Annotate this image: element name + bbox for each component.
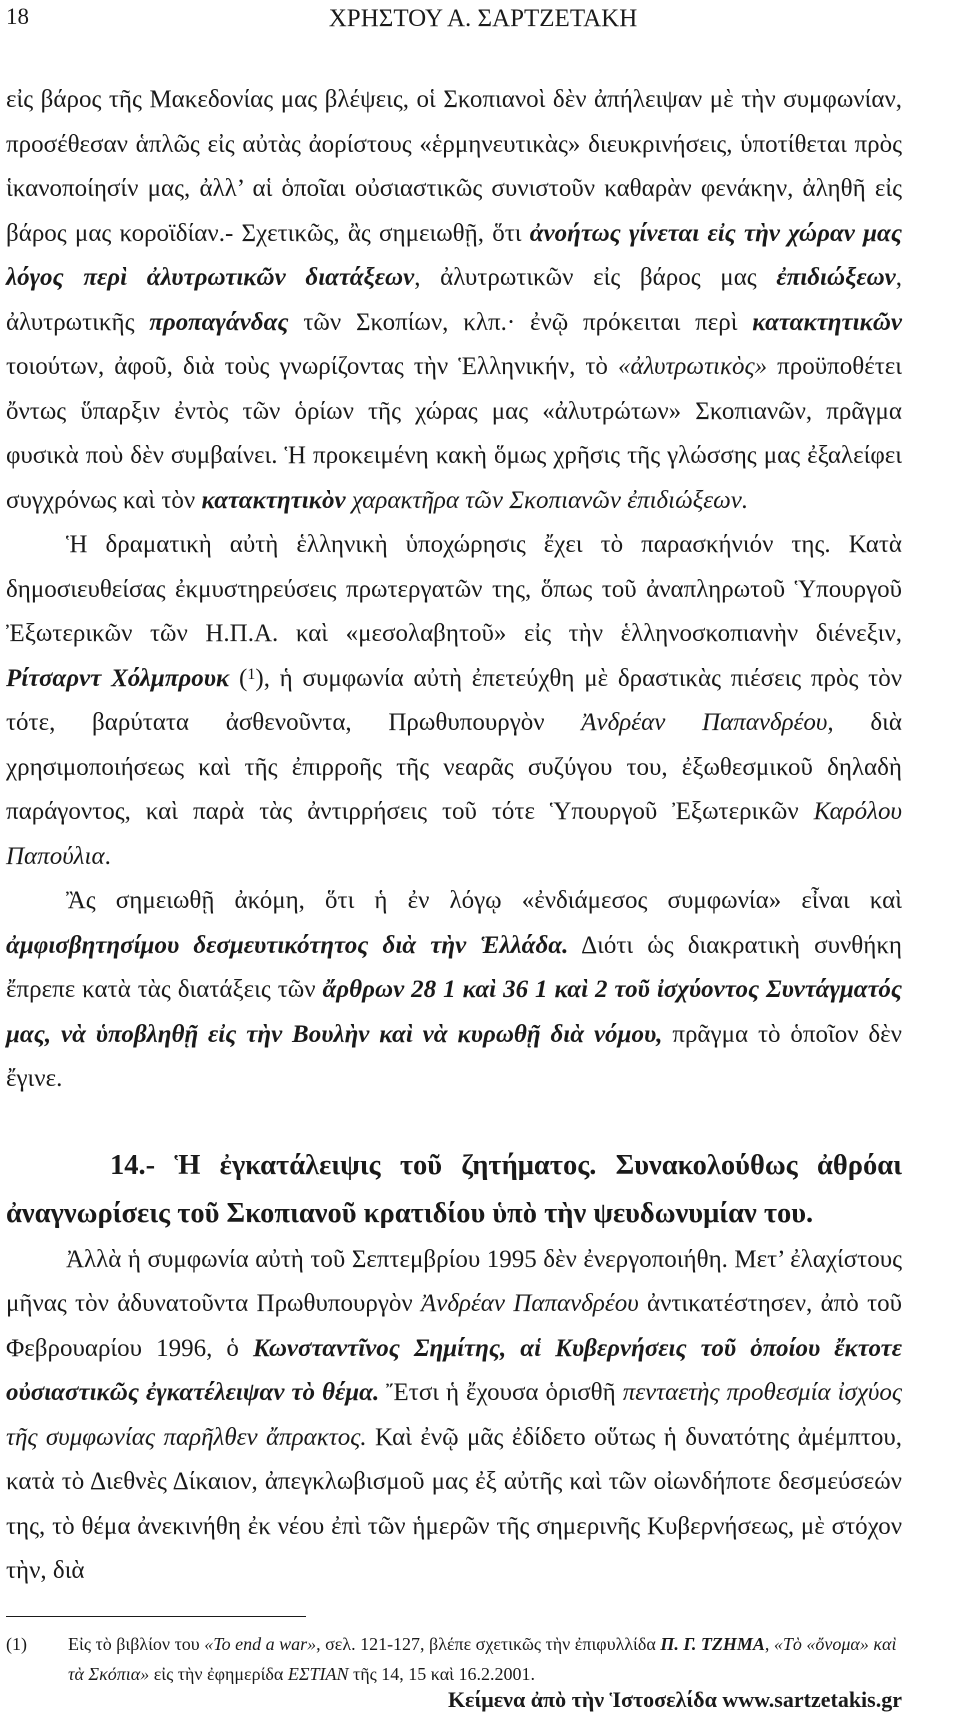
text-run: Καρόλου Παπούλια bbox=[6, 798, 902, 870]
text-run: ἀμφισβητησίμου δεσμευτικότητος διὰ τὴν Ἑλλάδα. bbox=[6, 931, 569, 959]
text-run: , σελ. 121-127, βλέπε σχετικῶς τὴν ἐπιφυλλίδα bbox=[316, 1633, 661, 1654]
running-title: ΧΡΗΣΤΟΥ Α. ΣΑΡΤΖΕΤΑΚΗ bbox=[328, 5, 638, 32]
text-run: , bbox=[764, 1633, 774, 1654]
footnote bbox=[6, 1629, 902, 1689]
section-heading: 14.- Ἡ ἐγκατάλειψις τοῦ ζητήματος. Συνακολούθως ἀθρόαι ἀναγνωρίσεις τοῦ Σκοπιανοῦ κρατιδίου ὑπὸ τὴν ψευδωνυμίαν του. bbox=[6, 1149, 902, 1229]
footnote-mark: (1) bbox=[6, 1633, 27, 1654]
text-run: «ἀλυτρωτικὸς» bbox=[617, 353, 768, 380]
text-run: χαρακτῆρα τῶν Σκοπιανῶν ἐπιδιώξεων. bbox=[351, 486, 749, 514]
text-run: εἰς βάρος τῆς Μακεδονίας μας βλέψεις, οἱ Σκοπιανοὶ δὲν ἀπήλειψαν μὲ τὴν συμφωνίαν, προσέθεσαν ἁπλῶς εἰς αὐτὰς ἀορίστους «ἑρμηνευτικὰς» διευκρινήσεις, ὑποτίθεται πρὸς ἱκανοποίησίν μας, ἀλλ’ αἱ ὁποῖαι οὐσιαστικῶς συνιστοῦν καθαρὰν φενάκην, ἀληθῆ εἰς βάρος μας κοροϊδίαν.- Σχετικῶς, ἂς σημειωθῇ, ὅτι bbox=[6, 86, 902, 247]
paragraph-3 bbox=[6, 879, 902, 1102]
text-run: πρᾶγμα τὸ ὁποῖον δὲν ἔγινε. bbox=[6, 1020, 902, 1092]
text-run: κατακτητικὸν bbox=[201, 486, 346, 514]
text-run: . bbox=[104, 842, 111, 870]
text-run: «Τὸ «ὄνομα» καὶ τὰ Σκόπια» bbox=[68, 1633, 897, 1684]
website-footer: Κείμενα ἀπὸ τὴν Ἱστοσελίδα www.sartzetakis.gr bbox=[447, 1687, 902, 1712]
text-run: ἐπιδιώξεων bbox=[776, 264, 896, 291]
text-run: Διότι ὡς διακρατικὴ συνθήκη ἔπρεπε κατὰ τὰς διατάξεις τῶν bbox=[6, 931, 902, 1003]
text-run: «To end a war» bbox=[204, 1633, 317, 1654]
text-run: Ἂς σημειωθῇ ἀκόμη, ὅτι ἡ ἐν λόγῳ «ἐνδιάμεσος συμφωνία» εἶναι καὶ bbox=[66, 887, 902, 914]
text-run: , ἀλυτρωτικῶν εἰς βάρος μας bbox=[414, 264, 777, 291]
document-body bbox=[6, 78, 902, 1594]
page-number: 18 bbox=[6, 4, 29, 29]
text-run: ΕΣΤΙΑΝ bbox=[287, 1663, 349, 1684]
text-run: , ἀλυτρωτικῆς bbox=[6, 264, 902, 336]
paragraph-1 bbox=[6, 78, 902, 523]
text-run: τῆς 14, 15 καὶ 16.2.2001. bbox=[348, 1663, 535, 1684]
text-run: τῶν Σκοπίων, κλπ.· ἐνῷ πρόκειται περὶ bbox=[288, 308, 753, 336]
text-run: ἀντικατέστησεν, ἀπὸ τοῦ Φεβρουαρίου 1996, ὁ bbox=[6, 1290, 903, 1362]
text-run: πενταετὴς προθεσμία ἰσχύος τῆς συμφωνίας παρῆλθεν ἄπρακτος. bbox=[6, 1379, 902, 1451]
text-run: 1 bbox=[247, 665, 256, 683]
text-run: Ρίτσαρντ Χόλμπρουκ bbox=[6, 664, 230, 692]
text-run: ( bbox=[229, 664, 248, 692]
text-run: Ἡ δραματικὴ αὐτὴ ἑλληνικὴ ὑποχώρησις ἔχει τὸ παρασκήνιόν της. Κατὰ δημοσιευθείσας ἐκμυστηρεύσεις πρωτεργατῶν της, ὅπως τοῦ ἀναπληρωτοῦ Ὑπουργοῦ Ἐξωτερικῶν τῶν Η.Π.Α. καὶ «μεσολαβητοῦ» εἰς τὴν ἑλληνοσκοπιανὴν διένεξιν, bbox=[6, 531, 902, 647]
text-run: εἰς τὴν ἐφημερίδα bbox=[149, 1663, 288, 1684]
text-run: προϋποθέτει ὄντως ὕπαρξιν ἐντὸς τῶν ὁρίων τῆς χώρας μας «ἀλυτρώτων» Σκοπιανῶν, πρᾶγμα φυσικὰ ποὺ δὲν συμβαίνει. Ἡ προκειμένη κακὴ ὅμως χρῆσις τῆς γλώσσης μας ἐξαλείφει συγχρόνως καὶ τὸν bbox=[6, 353, 902, 514]
footnote-divider bbox=[6, 1616, 306, 1617]
text-run: Καὶ ἐνῷ μᾶς ἐδίδετο οὕτως ἡ δυνατότης ἀμέμπτου, κατὰ τὸ Διεθνὲς Δίκαιον, ἀπεγκλωβισμοῦ μας ἐξ αὐτῆς καὶ τῶν οἰωνδήποτε δεσμεύσεών της, τὸ θέμα ἀνεκινήθη ἐκ νέου ἐπὶ τῶν ἡμερῶν τῆς σημερινῆς Κυβερνήσεως, μὲ στόχον τὴν, διὰ bbox=[6, 1423, 902, 1584]
text-run: Ἀνδρέαν Παπανδρέου bbox=[420, 1290, 639, 1317]
text-run: Κωνσταντῖνος Σημίτης, αἱ Κυβερνήσεις τοῦ ὁποίου ἔκτοτε οὐσιαστικῶς ἐγκατέλειψαν τὸ θέμα. bbox=[6, 1334, 902, 1406]
text-run: διὰ χρησιμοποιήσεως καὶ τῆς ἐπιρροῆς τῆς νεαρᾶς συζύγου του, ἐξωθεσμικοῦ δηλαδὴ παράγοντος, καὶ παρὰ τὰς ἀντιρρήσεις τοῦ τότε Ὑπουργοῦ Ἐξωτερικῶν bbox=[6, 709, 902, 825]
text-run: ), ἡ συμφωνία αὐτὴ ἐπετεύχθη μὲ δραστικὰς πιέσεις πρὸς τὸν τότε, βαρύτατα ἀσθενοῦντα, Πρωθυπουργὸν bbox=[6, 664, 903, 736]
text-run: Ἀλλὰ ἡ συμφωνία αὐτὴ τοῦ Σεπτεμβρίου 1995 δὲν ἐνεργοποιήθη. Μετ’ ἐλαχίστους μῆνας τὸν ἀδυνατοῦντα Πρωθυπουργὸν bbox=[6, 1245, 902, 1317]
text-run: ἄρθρων 28 1 καὶ 36 1 καὶ 2 τοῦ ἰσχύοντος Συντάγματός μας, νὰ ὑποβληθῇ εἰς τὴν Βουλὴν καὶ νὰ κυρωθῇ διὰ νόμου, bbox=[6, 976, 902, 1048]
paragraph-2 bbox=[6, 523, 902, 879]
text-run: Π. Γ. ΤΖΗΜΑ bbox=[660, 1633, 765, 1654]
text-run: κατακτητικῶν bbox=[752, 308, 902, 336]
footnote-text bbox=[68, 1634, 896, 1684]
text-run: τοιούτων, ἀφοῦ, διὰ τοὺς γνωρίζοντας τὴν Ἑλληνικήν, τὸ bbox=[6, 353, 618, 380]
text-run: προπαγάνδας bbox=[149, 308, 289, 336]
text-run: Ἀνδρέαν Παπανδρέου, bbox=[581, 709, 834, 736]
text-run: ἀνοήτως γίνεται εἰς τὴν χώραν μας λόγος περὶ ἀλυτρωτικῶν διατάξεων bbox=[6, 219, 903, 291]
paragraph-4 bbox=[6, 1238, 902, 1594]
text-run: Εἰς τὸ βιβλίον του bbox=[68, 1633, 205, 1654]
text-run: Ἔτσι ἡ ἔχουσα ὁρισθῆ bbox=[379, 1379, 623, 1406]
